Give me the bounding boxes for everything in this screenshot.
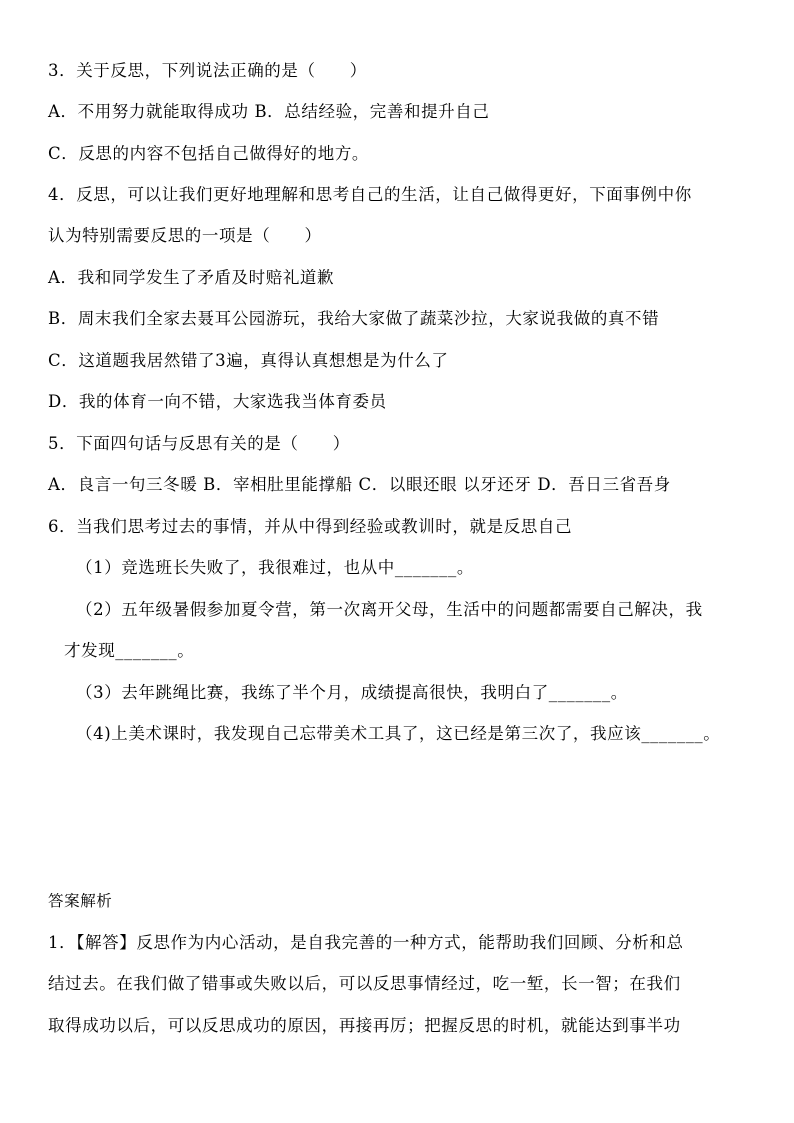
question-5-stem: 5．下面四句话与反思有关的是（ ） [48, 434, 350, 453]
question-4-option-b: B．周末我们全家去聂耳公园游玩，我给大家做了蔬菜沙拉，大家说我做的真不错 [48, 309, 660, 328]
question-4-option-d: D．我的体育一向不错，大家选我当体育委员 [48, 392, 387, 411]
question-3-options-line-2: C．反思的内容不包括自己做得好的地方。 [48, 144, 370, 163]
answer-1-line-3: 取得成功以后，可以反思成功的原因，再接再厉；把握反思的时机，就能达到事半功 [48, 1016, 681, 1035]
question-3-options-line-1: A．不用努力就能取得成功 B．总结经验，完善和提升自己 [48, 102, 490, 121]
question-6-item-3: （3）去年跳绳比赛，我练了半个月，成绩提高很快，我明白了_______。 [76, 683, 628, 702]
question-6-item-2-line-2: 才发现_______。 [64, 641, 195, 660]
question-6-item-1: （1）竞选班长失败了，我很难过，也从中_______。 [76, 558, 474, 577]
question-6-item-4: （4)上美术课时，我发现自己忘带美术工具了，这已经是第三次了，我应该_______。 [76, 724, 721, 743]
answers-heading: 答案解析 [48, 892, 113, 910]
answer-1-line-1: 1．【解答】反思作为内心活动，是自我完善的一种方式，能帮助我们回顾、分析和总 [48, 933, 684, 952]
question-6-stem: 6．当我们思考过去的事情，并从中得到经验或教训时，就是反思自己 [48, 517, 573, 536]
question-3-stem: 3．关于反思，下列说法正确的是（ ） [48, 61, 367, 80]
question-4-option-c: C．这道题我居然错了3遍，真得认真想想是为什么了 [48, 351, 449, 370]
question-4-option-a: A．我和同学发生了矛盾及时赔礼道歉 [48, 268, 335, 287]
question-4-stem-line-1: 4．反思，可以让我们更好地理解和思考自己的生活，让自己做得更好，下面事例中你 [48, 185, 692, 204]
question-6-item-2-line-1: （2）五年级暑假参加夏令营，第一次离开父母，生活中的问题都需要自己解决，我 [76, 600, 703, 619]
answer-1-line-2: 结过去。在我们做了错事或失败以后，可以反思事情经过，吃一堑，长一智；在我们 [48, 974, 681, 993]
question-5-options: A．良言一句三冬暖 B．宰相肚里能撑船 C．以眼还眼 以牙还牙 D．吾日三省吾身 [48, 475, 671, 494]
question-4-stem-line-2: 认为特别需要反思的一项是（ ） [48, 226, 322, 245]
